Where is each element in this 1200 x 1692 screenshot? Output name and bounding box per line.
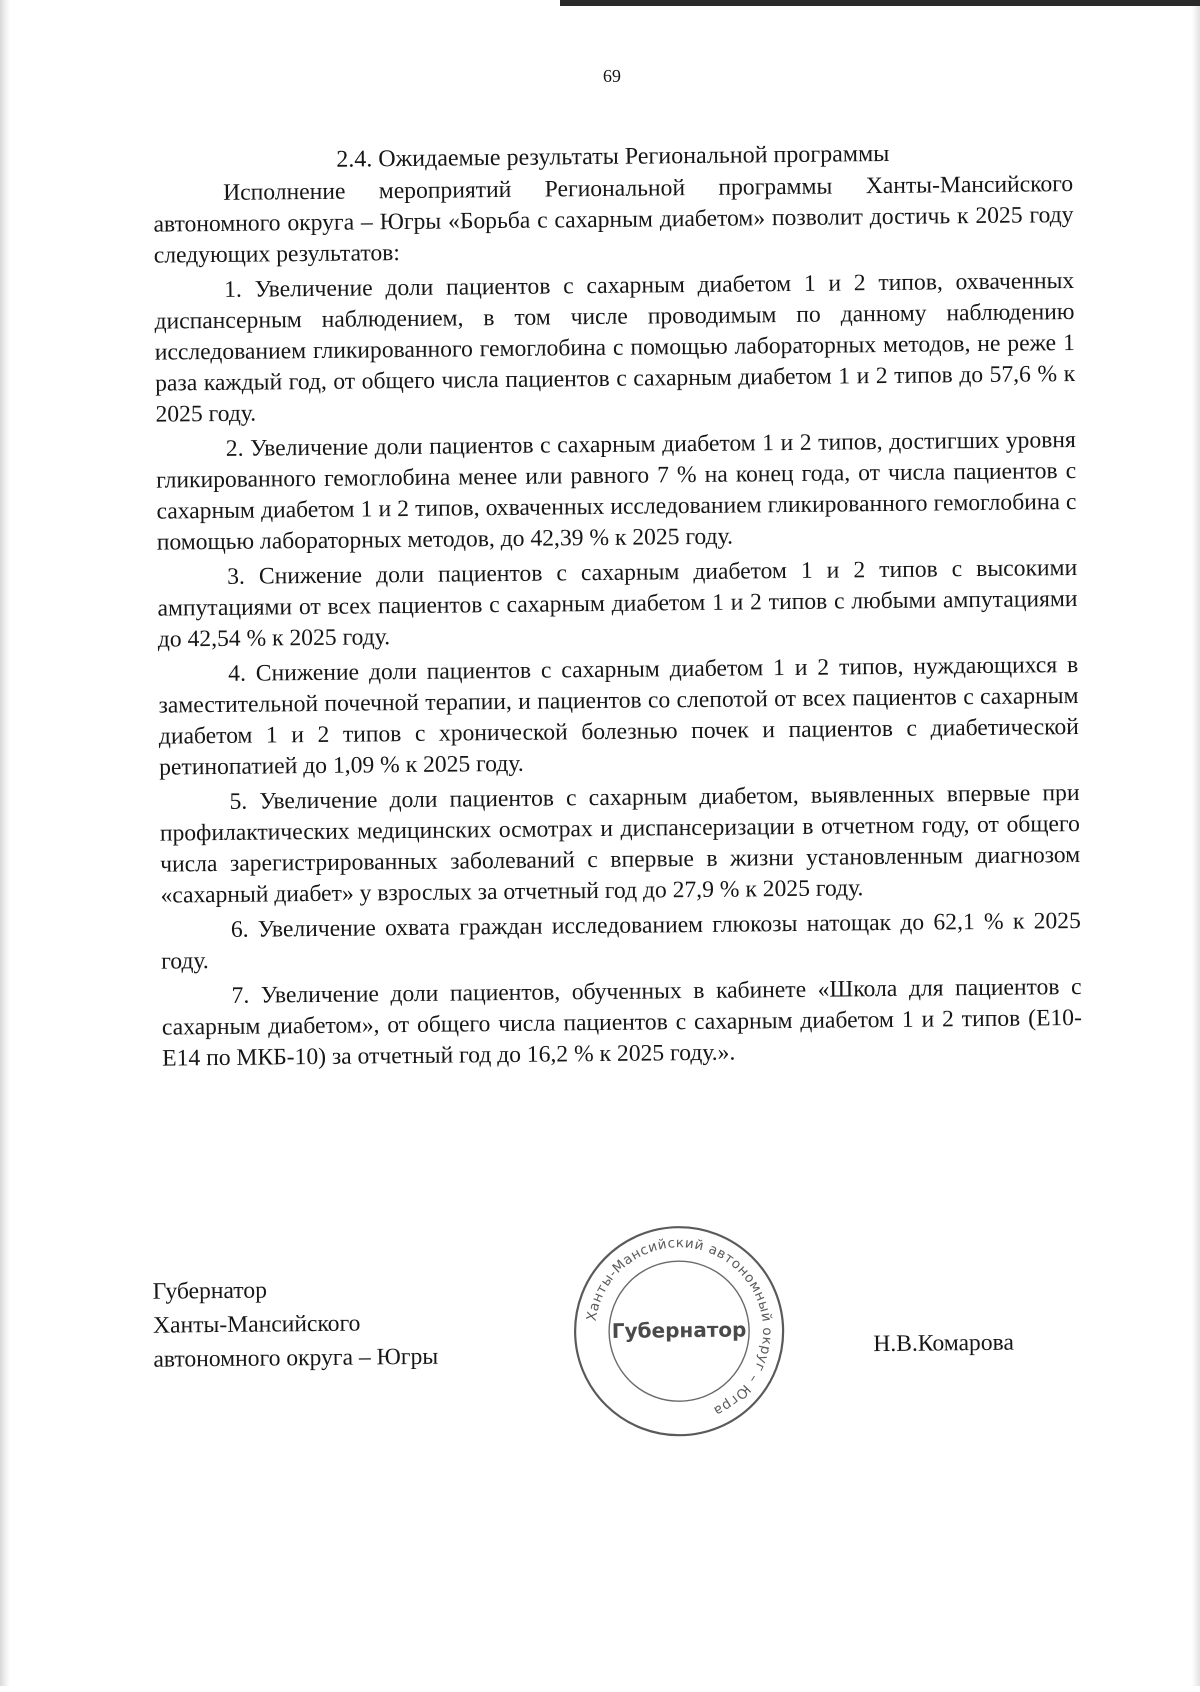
signature-title-line: автономного округа – Югры	[153, 1343, 439, 1373]
result-item-2: 2. Увеличение доли пациентов с сахарным диабетом 1 и 2 типов, достигших уровня гликированного гемоглобина менее или равного 7 % на конец года, от числа пациентов с сахарным диабетом 1 и 2 типов, охваченных исследованием гликированного гемоглобина с помощью лабораторных методов, до 42,39 % к 2025 году.	[156, 426, 1077, 556]
signer-name: Н.В.Комарова	[873, 1329, 1015, 1358]
signature-title-line: Ханты-Мансийского	[152, 1310, 361, 1339]
result-item-5: 5. Увеличение доли пациентов с сахарным диабетом, выявленных впервые при профилактических медицинских осмотрах и диспансеризации в отчетном году, от общего числа зарегистрированных заболеваний с впервые в жизни установленным диагнозом «сахарный диабет» у взрослых за отчетный год до 27,9 % к 2025 году.	[159, 779, 1081, 909]
seal-center-text: Губернатор	[611, 1317, 747, 1343]
signature-title-block	[152, 1272, 438, 1377]
result-item-4: 4. Снижение доли пациентов с сахарным диабетом 1 и 2 типов, нуждающихся в заместительной почечной терапии, и пациентов со слепотой от всех пациентов с сахарным диабетом 1 и 2 типов с хронической болезнью почек и пациентов с диабетической ретинопатией до 1,09 % к 2025 году.	[158, 651, 1079, 781]
seal-ring-text: Ханты-Мансийский автономный округ – Югра	[583, 1235, 776, 1420]
result-item-6: 6. Увеличение охвата граждан исследованием глюкозы натощак до 62,1 % к 2025 году.	[161, 907, 1081, 975]
page-number: 69	[602, 65, 622, 86]
result-item-1: 1. Увеличение доли пациентов с сахарным диабетом 1 и 2 типов, охваченных диспансерным наблюдением, в том числе проводимым по данному наблюдению исследованием гликированного гемоглобина с помощью лабораторных методов, не реже 1 раза каждый год, от общего числа пациентов с сахарным диабетом 1 и 2 типов до 57,6 % к 2025 году.	[154, 268, 1076, 428]
signature-title-line: Губернатор	[152, 1277, 268, 1305]
section-heading: 2.4. Ожидаемые результаты Региональной программы	[336, 140, 890, 173]
result-item-7: 7. Увеличение доли пациентов, обученных в кабинете «Школа для пациентов с сахарным диабетом», от общего числа пациентов с сахарным диабетом 1 и 2 типов (Е10-Е14 по МКБ-10) за отчетный год до 16,2 % к 2025 году.».	[161, 973, 1082, 1072]
intro-paragraph: Исполнение мероприятий Региональной программы Ханты-Мансийского автономного округа – Югры «Борьба с сахарным диабетом» позволит достичь к 2025 году следующих результатов:	[153, 171, 1074, 269]
body-text	[153, 169, 1082, 1079]
official-seal	[568, 1220, 790, 1442]
result-item-3: 3. Снижение доли пациентов с сахарным диабетом 1 и 2 типов с высокими ампутациями от всех пациентов с сахарным диабетом 1 и 2 типов с любыми ампутациями до 42,54 % к 2025 году.	[157, 554, 1078, 653]
